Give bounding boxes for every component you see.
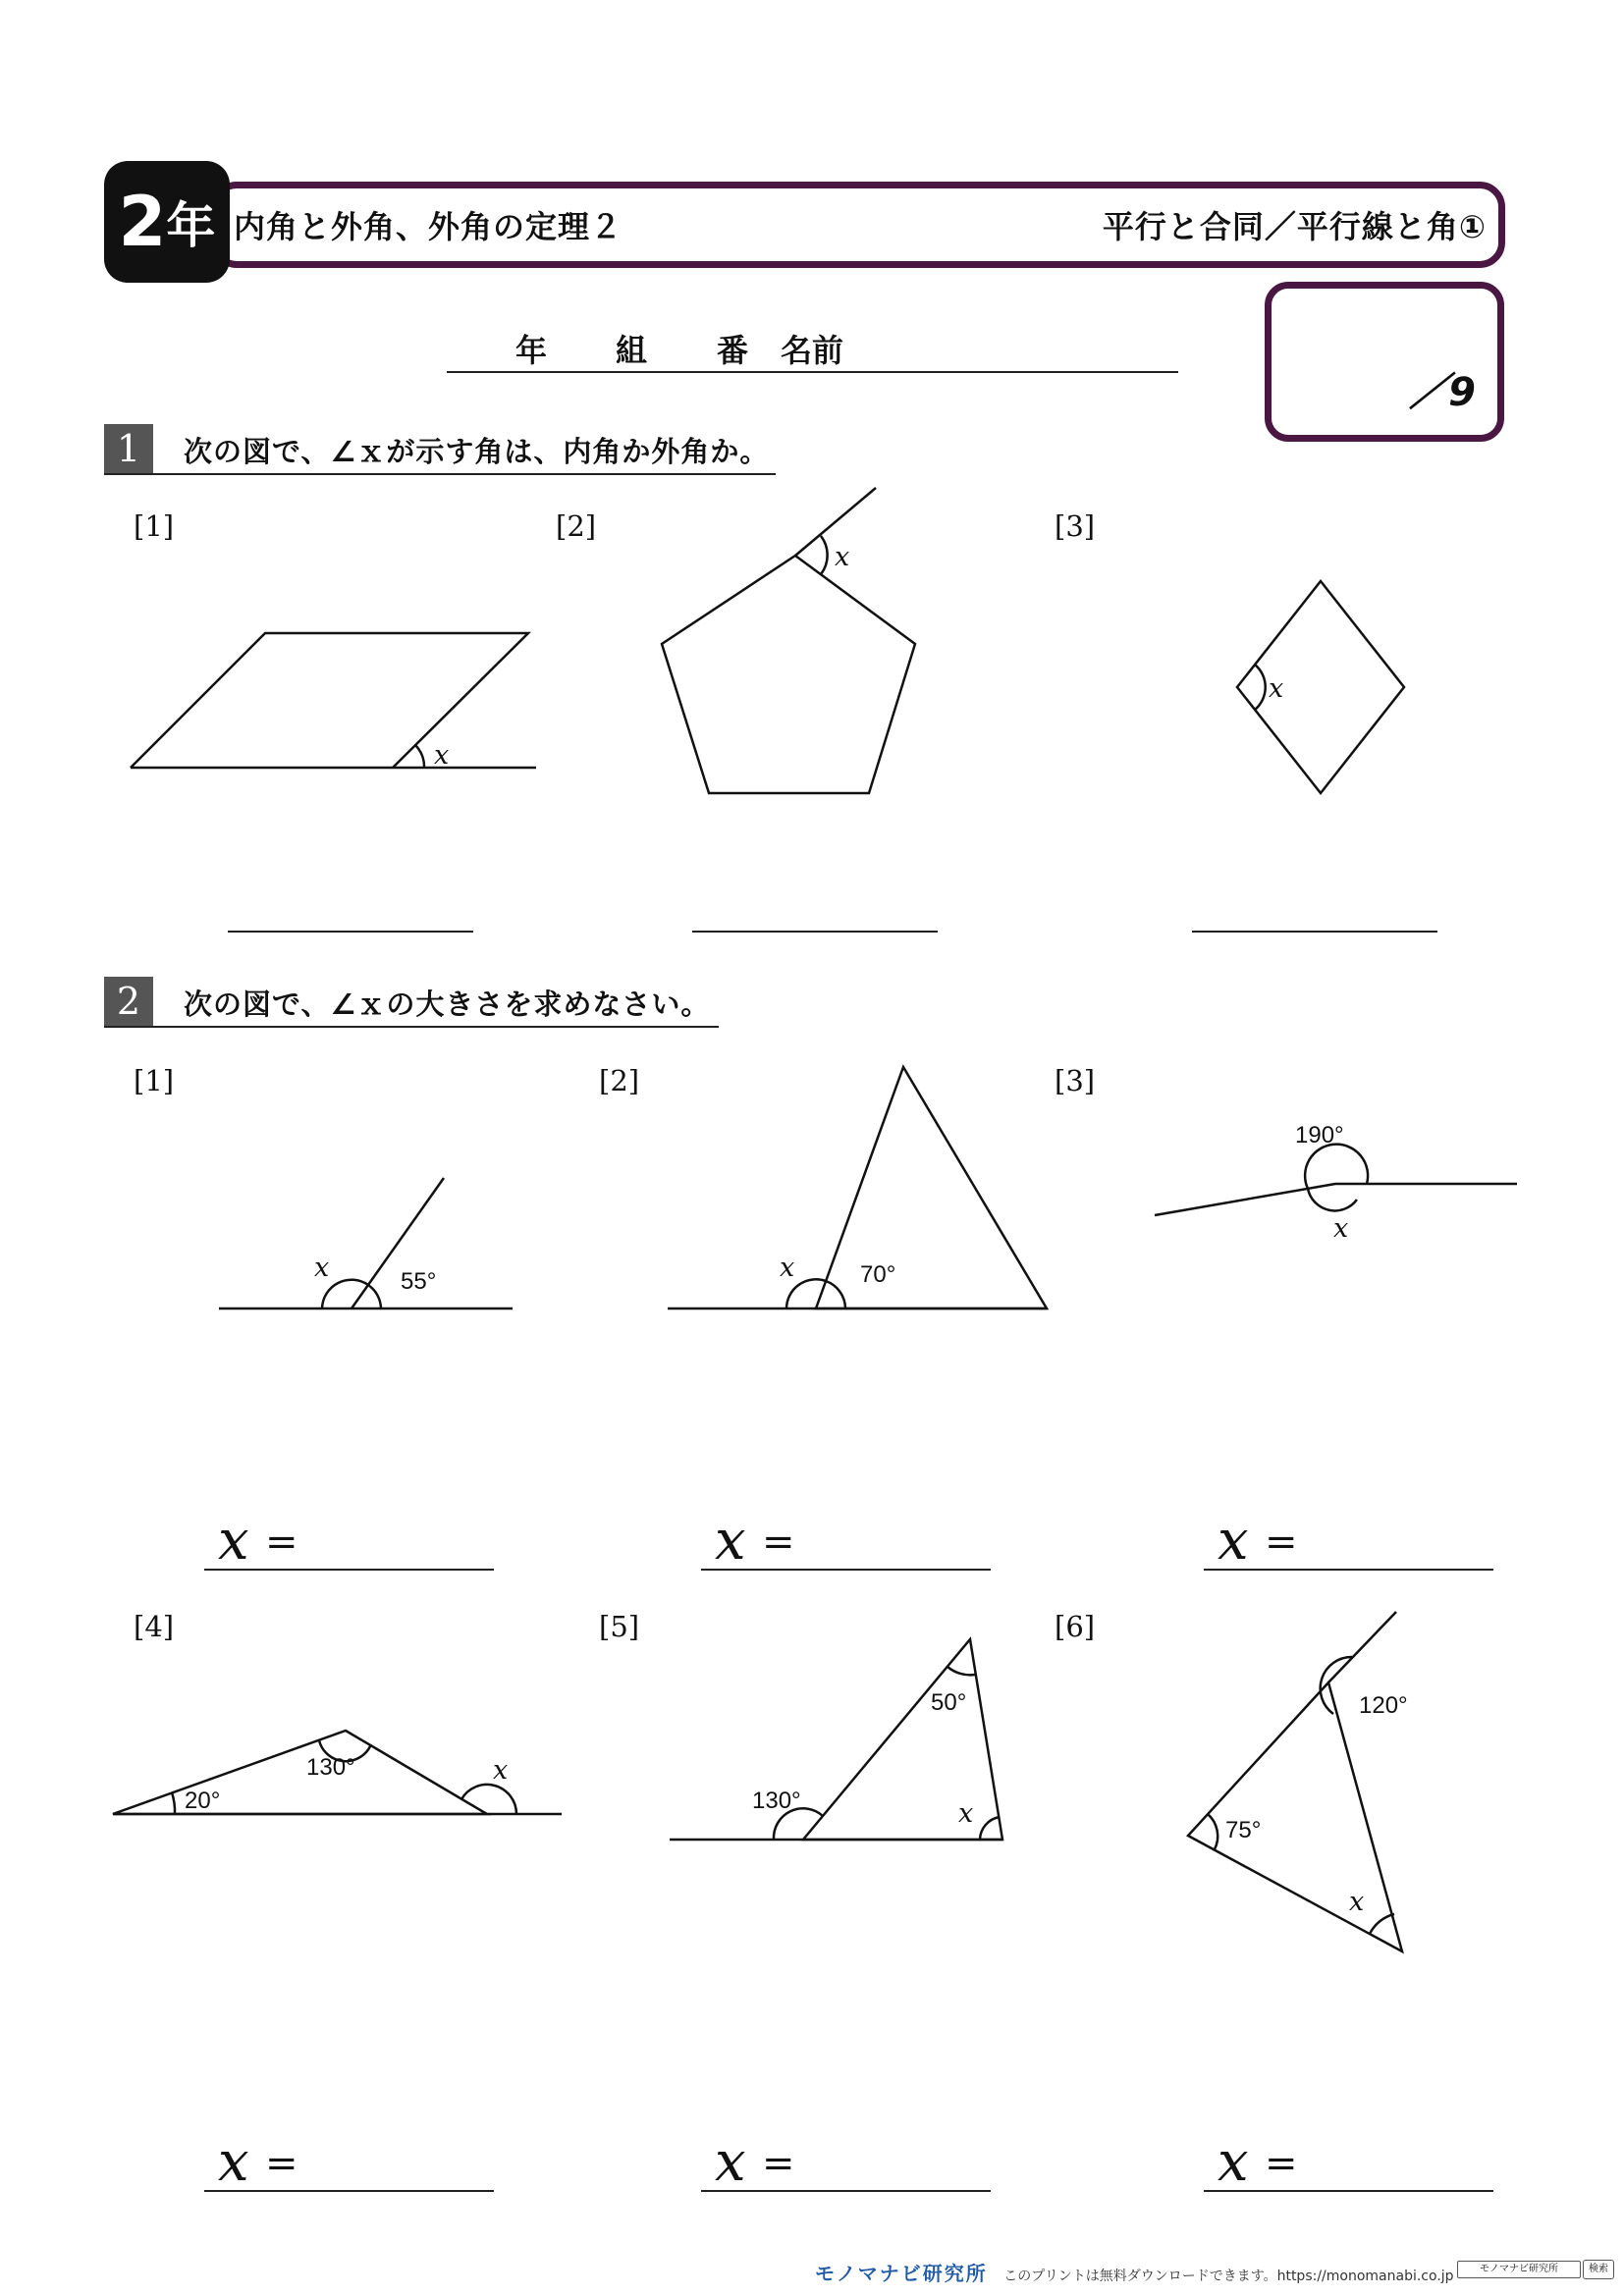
s2-p2-triangle: [816, 1067, 1047, 1308]
s2-p5-angle-50: 50°: [931, 1689, 967, 1716]
eq-sign: =: [1265, 2141, 1298, 2186]
s2-p5-angle-130: 130°: [752, 1788, 801, 1814]
s2-p3-label: [3]: [1055, 1064, 1096, 1097]
s2-p2-arc-70: [826, 1281, 845, 1308]
x-var: x: [218, 2130, 249, 2194]
class-label: 組: [616, 332, 648, 369]
s2-p3-arc-x: [1308, 1189, 1357, 1210]
s1-p3-x: x: [1269, 673, 1284, 704]
s2-p6-arc-x: [1370, 1914, 1394, 1934]
s2-p5-arc-50: [947, 1667, 975, 1675]
year-label: 年: [515, 332, 548, 369]
footer-text: このプリントは無料ダウンロードできます。https://monomanabi.co.jp: [1003, 2269, 1454, 2284]
worksheet-title: 内角と外角、外角の定理２: [234, 208, 623, 245]
s2-p5-arc-x: [980, 1817, 1000, 1840]
unit-title: 平行と合同／平行線と角①: [1102, 208, 1487, 245]
eq-sign: =: [762, 2141, 795, 2186]
s1-p3-angle-arc: [1255, 665, 1266, 710]
x-var: x: [715, 1509, 746, 1573]
x-var: x: [218, 1509, 249, 1573]
s2-p1-angle-55: 55°: [401, 1268, 437, 1295]
number-label: 番: [717, 332, 749, 369]
name-label: 名前: [781, 332, 844, 369]
x-var: x: [1218, 2130, 1249, 2194]
s2-p1-x: x: [314, 1253, 330, 1283]
footer-logo: モノマナビ研究所: [815, 2262, 988, 2285]
s2-p6-arc-75: [1208, 1814, 1218, 1849]
s2-p4-angle-20: 20°: [185, 1788, 221, 1814]
s2-p3-x: x: [1333, 1213, 1349, 1244]
s2-p1-arc-55: [368, 1285, 381, 1308]
s1-p1-angle-arc: [415, 745, 424, 768]
footer: [815, 2258, 1454, 2286]
s2-p6-x: x: [1349, 1887, 1365, 1917]
s2-p5-label: [5]: [599, 1610, 640, 1643]
s2-p5-x: x: [958, 1798, 974, 1829]
s2-p2-label: [2]: [599, 1064, 640, 1097]
s2-p4-angle-130: 130°: [306, 1754, 355, 1781]
s1-p2-x: x: [835, 542, 850, 572]
s1-p1-x: x: [434, 740, 450, 771]
s2-p4-x: x: [493, 1755, 509, 1786]
grade-number: 2: [118, 182, 165, 262]
x-var: x: [1218, 1509, 1249, 1573]
s1-p3-label: [3]: [1055, 509, 1096, 543]
s1-p2-angle-arc: [821, 536, 828, 574]
s1-p1-label: [1]: [134, 509, 175, 543]
s2-p4-triangle: [113, 1731, 487, 1814]
s2-p6-label: [6]: [1055, 1610, 1096, 1643]
footer-search-button[interactable]: 検索: [1583, 2260, 1614, 2279]
eq-sign: =: [265, 1520, 298, 1565]
eq-sign: =: [1265, 1520, 1298, 1565]
s2-p6-angle-120: 120°: [1359, 1692, 1408, 1719]
s1-p2-pentagon: [662, 556, 915, 793]
eq-sign: =: [265, 2141, 298, 2186]
x-var: x: [715, 2130, 746, 2194]
s2-p3-arc-190: [1305, 1145, 1368, 1189]
eq-sign: =: [762, 1520, 795, 1565]
s2-p1-label: [1]: [134, 1064, 175, 1097]
s2-p3-angle-190: 190°: [1295, 1122, 1344, 1148]
section2-instruction: 次の図で、∠ｘの大きさを求めなさい。: [184, 988, 711, 1021]
footer-search-box[interactable]: モノマナビ研究所: [1457, 2261, 1581, 2278]
s2-p2-arc-x: [786, 1279, 826, 1308]
s2-p6-triangle: [1188, 1682, 1402, 1951]
section2-number: 2: [104, 977, 153, 1026]
s2-p4-arc-20: [172, 1792, 175, 1814]
grade-suffix: 年: [166, 197, 216, 254]
section1-instruction: 次の図で、∠ｘが示す角は、内角か外角か。: [184, 435, 770, 468]
s1-p1-parallelogram: [131, 633, 528, 768]
s2-p2-x: x: [780, 1253, 795, 1283]
s2-p4-label: [4]: [134, 1610, 175, 1643]
s2-p2-angle-70: 70°: [860, 1261, 896, 1288]
section1-number: 1: [104, 424, 153, 473]
s1-p3-rhombus: [1237, 581, 1404, 793]
s2-p6-angle-75: 75°: [1225, 1817, 1262, 1843]
s2-p4-arc-x: [461, 1785, 516, 1814]
s2-p6-extension: [1328, 1612, 1396, 1682]
s1-p2-label: [2]: [556, 509, 597, 543]
score-total: ／9: [1409, 370, 1476, 415]
